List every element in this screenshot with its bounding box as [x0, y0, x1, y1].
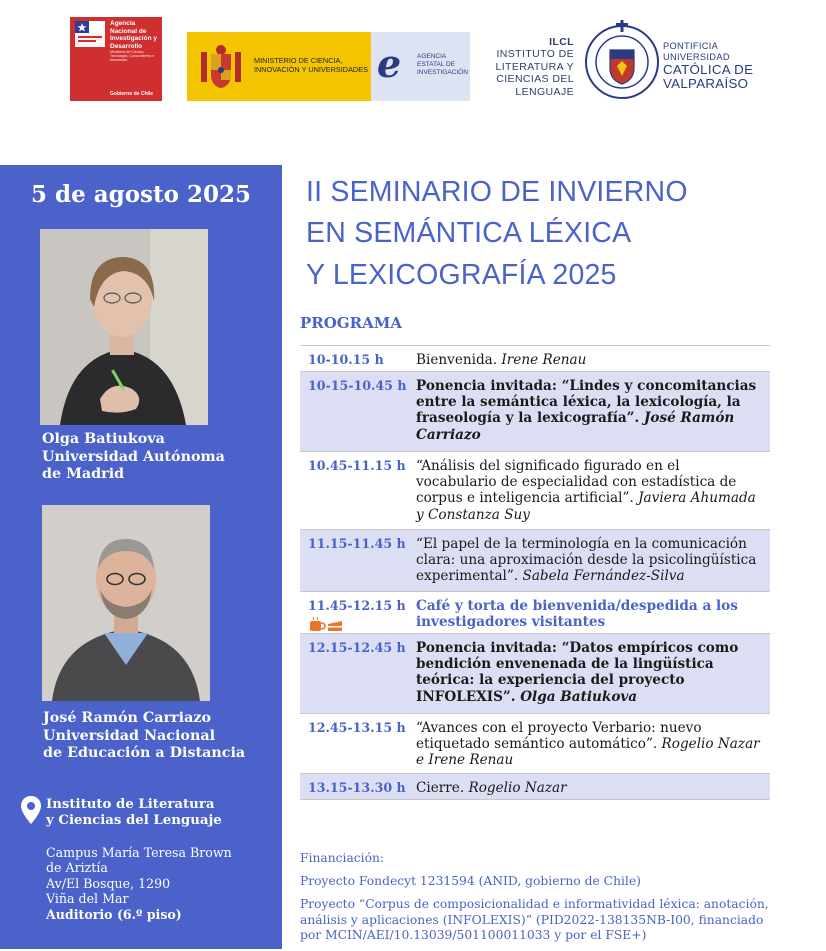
program-time: 12.15-12.45 h: [308, 640, 406, 655]
funding-heading: Financiación:: [300, 851, 385, 865]
page-title: [306, 172, 688, 296]
speaker1-affiliation-line2: de Madrid: [42, 466, 125, 482]
speaker1-portrait-icon: [40, 229, 208, 425]
program-row: [300, 346, 770, 372]
anid-footer: Gobierno de Chile: [110, 91, 154, 97]
anid-title: Agencia Nacional de Investigación y Desarrollo: [110, 20, 157, 50]
program-author: Olga Batiukova: [520, 688, 638, 705]
program-author: Irene Renau: [501, 352, 587, 368]
program-text: “El papel de la terminología en la comunicación clara: una aproximación desde la psicolingüística experimental”.: [416, 536, 757, 585]
program-row: [300, 714, 770, 774]
title-line1: II SEMINARIO DE INVIERNO: [306, 176, 688, 208]
program-author: José Ramón Carriazo: [416, 410, 735, 443]
sidebar: [0, 165, 282, 949]
spain-coat-of-arms-icon: [197, 42, 245, 92]
pucv-logo-text: [663, 41, 753, 91]
speaker2-info: [43, 710, 245, 763]
pucv-seal-icon: [584, 18, 660, 102]
program-description: [416, 452, 770, 529]
program-heading: PROGRAMA: [300, 314, 402, 332]
program-author: Rogelio Nazar e Irene Renau: [416, 736, 760, 769]
aei-letter-logo: e: [377, 41, 402, 86]
pucv-line3: CATÓLICA DE: [663, 62, 754, 77]
program-author: Sabela Fernández-Silva: [522, 568, 685, 585]
ilcl-acronym: ILCL: [549, 36, 574, 48]
location-pin-icon: [20, 795, 42, 825]
venue-address-line1: Campus María Teresa Brown: [46, 845, 232, 860]
program-time: 11.15-11.45 h: [308, 536, 406, 551]
program-row: [300, 452, 770, 530]
program-description: [416, 634, 770, 713]
coffee-cake-icon: [309, 616, 345, 632]
ministry-logo: [187, 32, 470, 101]
program-description: [416, 774, 770, 799]
program-author: Javiera Ahumada y Constanza Suy: [416, 490, 756, 523]
program-time: 10.45-11.15 h: [308, 458, 406, 473]
program-row: [300, 530, 770, 592]
speaker2-affiliation-line1: Universidad Nacional: [43, 727, 216, 744]
program-text: Ponencia invitada: “Datos empíricos como bendición envenenada de la lingüística teórica: la experiencia del proyecto INFOLEXIS”.: [416, 640, 739, 705]
program-text: “Avances con el proyecto Verbario: nuevo etiquetado semántico automático”.: [416, 720, 702, 753]
program-row: [300, 634, 770, 714]
speaker2-name: José Ramón Carriazo: [43, 710, 211, 726]
ilcl-line2: LITERATURA Y: [495, 60, 574, 73]
speaker2-photo: [42, 505, 210, 701]
speaker1-photo: [40, 229, 208, 425]
pucv-line4: VALPARAÍSO: [663, 76, 749, 91]
speaker1-info: [42, 431, 225, 484]
program-time: 12.45-13.15 h: [308, 720, 406, 735]
event-date: 5 de agosto 2025: [31, 181, 251, 208]
ilcl-line4: LENGUAJE: [515, 85, 574, 98]
speaker1-name: Olga Batiukova: [42, 431, 165, 447]
program-time-label: 11.45-12.15 h: [308, 598, 406, 613]
venue-address-line2: de Ariztía: [46, 860, 108, 876]
program-description: Café y torta de bienvenida/despedida a los investigadores visitantes: [416, 598, 738, 631]
pucv-line2: UNIVERSIDAD: [663, 52, 730, 62]
program-description: [416, 530, 770, 591]
venue-name: [46, 797, 222, 829]
program-row: [300, 592, 770, 634]
program-row: [300, 774, 770, 800]
pucv-line1: PONTIFICIA: [663, 41, 719, 51]
program-time: 13.15-13.30 h: [308, 780, 406, 795]
program-description: [416, 346, 770, 371]
speaker2-portrait-icon: [42, 505, 210, 701]
aei-name: AGENCIA ESTATAL DE INVESTIGACIÓN: [417, 53, 468, 76]
funding-line2: Proyecto “Corpus de composicionalidad e informatividad léxica: anotación, análisis y aplicaciones (INFOLEXIS)” (PID2022-138135NB-I00, financiado por MCIN/AEI/10.13039/501100011033 y por el FSE+): [300, 897, 769, 942]
program-time: [300, 592, 416, 633]
speaker1-affiliation-line1: Universidad Autónoma: [42, 448, 225, 465]
program-description: [416, 714, 770, 773]
ilcl-line1: INSTITUTO DE: [496, 48, 574, 61]
program-description: [416, 372, 770, 451]
ilcl-line3: CIENCIAS DEL: [496, 73, 574, 86]
program-text: Bienvenida.: [416, 352, 498, 368]
program-row: [300, 372, 770, 452]
program-time: 10-10.15 h: [308, 352, 384, 367]
program-text: “Análisis del significado figurado en el vocabulario de especialidad con estadística de corpus e inteligencia artificial”.: [416, 458, 737, 507]
anid-logo: [70, 17, 162, 101]
program-text: Cierre.: [416, 780, 465, 796]
venue-address-line3: Av/El Bosque, 1290: [46, 875, 171, 891]
anid-subtitle: Ministerio de Ciencia, Tecnología, Conocimiento e Innovación: [110, 50, 155, 63]
ilcl-logo: [488, 36, 574, 98]
program-table: [300, 345, 770, 800]
venue-name-line1: Instituto de Literatura: [46, 797, 215, 812]
program-text: Ponencia invitada: “Lindes y concomitancias entre la semántica léxica, la lexicología, la fraseología y la lexicografía”.: [416, 378, 757, 427]
venue-address-line4: Viña del Mar: [46, 891, 129, 907]
logo-header: [0, 0, 826, 150]
funding-section: [300, 851, 770, 951]
title-line3: Y LEXICOGRAFÍA 2025: [306, 258, 617, 291]
venue-address-line5: Auditorio (6.º piso): [46, 906, 182, 922]
speaker2-affiliation-line2: de Educación a Distancia: [43, 745, 246, 761]
program-author: Rogelio Nazar: [468, 780, 567, 796]
venue-name-line2: y Ciencias del Lenguaje: [46, 813, 222, 828]
program-time: 10-15-10.45 h: [308, 378, 407, 393]
funding-line1: Proyecto Fondecyt 1231594 (ANID, gobierno de Chile): [300, 874, 641, 889]
ministry-name: MINISTERIO DE CIENCIA, INNOVACIÓN Y UNIVERSIDADES: [254, 56, 368, 74]
venue-address: [46, 845, 232, 922]
title-line2: EN SEMÁNTICA LÉXICA: [306, 217, 632, 250]
anid-star-icon: [75, 21, 105, 47]
